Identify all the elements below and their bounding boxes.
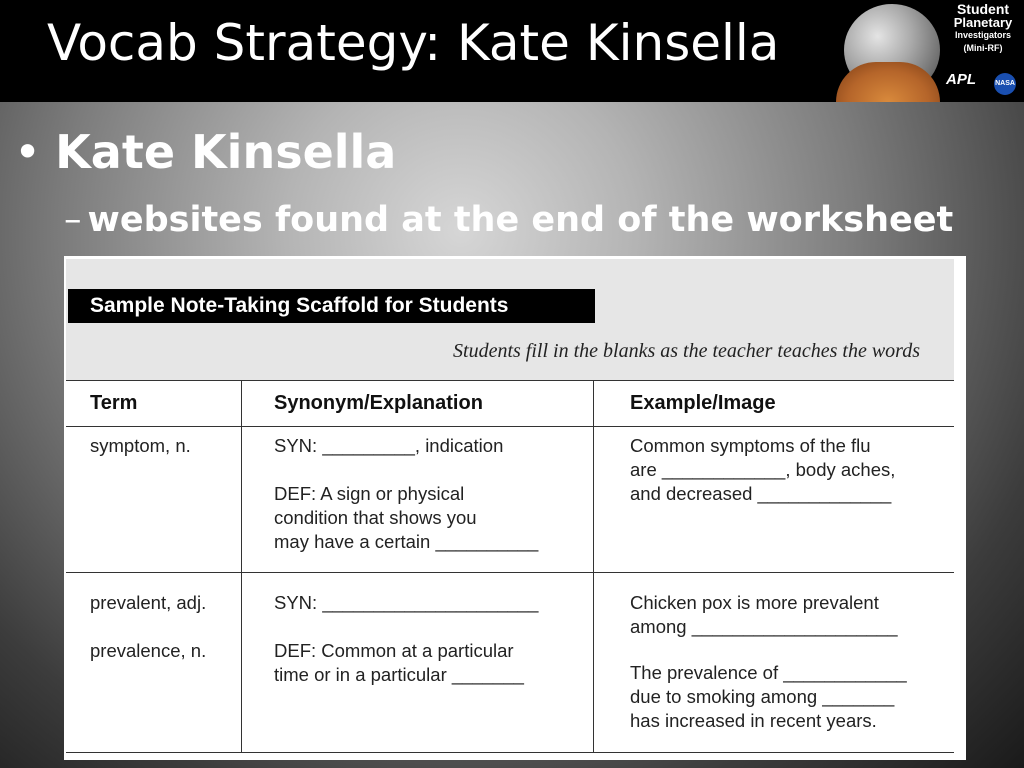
sub-bullet-marker: – xyxy=(64,200,82,240)
row2-def-line1: DEF: Common at a particular xyxy=(274,640,514,661)
worksheet-image xyxy=(64,256,966,760)
row1-def-line3: may have a certain __________ xyxy=(274,531,539,552)
column-header-example: Example/Image xyxy=(630,392,776,414)
mini-rf-logo xyxy=(836,0,1024,102)
worksheet-label: Sample Note-Taking Scaffold for Students xyxy=(68,289,595,323)
bullet-text: Kate Kinsella xyxy=(55,125,397,179)
row-divider xyxy=(66,572,954,573)
row1-def-line1: DEF: A sign or physical xyxy=(274,483,465,504)
row1-example-line3: and decreased _____________ xyxy=(630,483,892,504)
column-divider-2 xyxy=(593,380,594,752)
title-bar xyxy=(0,0,1024,102)
column-header-rule xyxy=(66,426,954,427)
row2-example-line1: Chicken pox is more prevalent xyxy=(630,592,879,613)
apl-logo: APL xyxy=(946,71,976,88)
column-header-synonym: Synonym/Explanation xyxy=(274,392,483,414)
row2-def-line2: time or in a particular _______ xyxy=(274,664,524,685)
row2-term1: prevalent, adj. xyxy=(90,592,207,613)
bullet-level1 xyxy=(14,125,396,179)
column-divider-1 xyxy=(241,380,242,752)
bullet-marker: • xyxy=(14,125,42,179)
nasa-logo: NASA xyxy=(994,73,1016,95)
logo-text: Student Planetary Investigators (Mini-RF) xyxy=(953,1,1013,53)
bottom-rule xyxy=(66,752,954,753)
worksheet-subtitle: Students fill in the blanks as the teacher teaches the words xyxy=(453,340,920,362)
row1-def-line2: condition that shows you xyxy=(274,507,477,528)
worksheet-table xyxy=(66,259,954,753)
row1-term: symptom, n. xyxy=(90,435,191,456)
row1-example-line1: Common symptoms of the flu xyxy=(630,435,871,456)
row2-example-line5: has increased in recent years. xyxy=(630,710,877,731)
row2-syn: SYN: _____________________ xyxy=(274,592,539,613)
row2-example-line3: The prevalence of ____________ xyxy=(630,662,907,683)
row2-example-line4: due to smoking among _______ xyxy=(630,686,895,707)
bullet-level2 xyxy=(64,200,953,240)
header-rule xyxy=(66,380,954,381)
row1-syn: SYN: _________, indication xyxy=(274,435,504,456)
row2-example-line2: among ____________________ xyxy=(630,616,898,637)
column-header-term: Term xyxy=(90,392,138,414)
slide-title: Vocab Strategy: Kate Kinsella xyxy=(47,14,780,72)
sub-bullet-text: websites found at the end of the worksheet xyxy=(87,200,954,240)
row2-term2: prevalence, n. xyxy=(90,640,207,661)
row1-example-line2: are ____________, body aches, xyxy=(630,459,896,480)
